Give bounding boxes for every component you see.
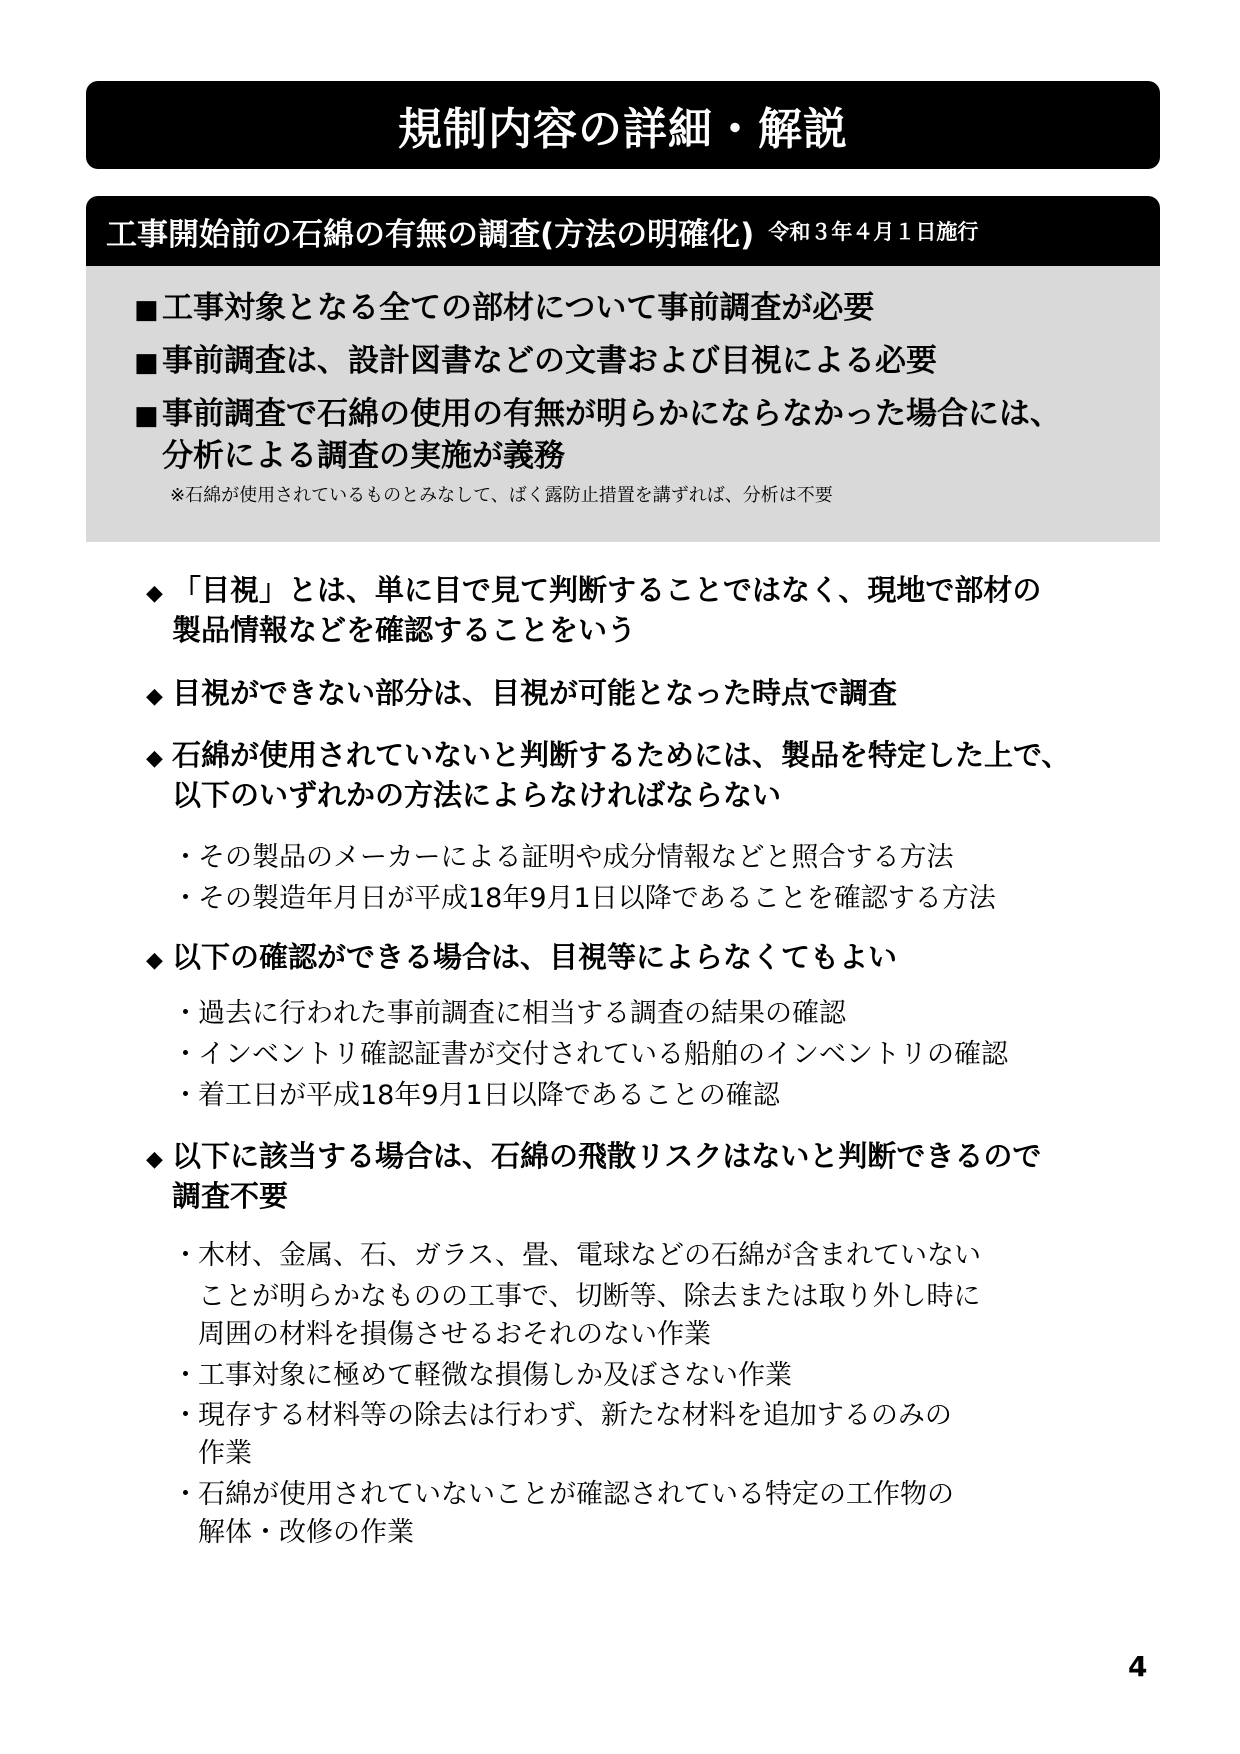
sub-item-continuation: 解体・改修の作業 bbox=[198, 1517, 414, 1548]
dot-bullet-icon: ・ bbox=[172, 1039, 199, 1070]
page-number: 4 bbox=[1128, 1650, 1148, 1683]
summary-item: ■ 事前調査は、設計図書などの文書および目視による必要 bbox=[134, 341, 937, 383]
point-item: ◆ 以下の確認ができる場合は、目視等によらなくてもよい bbox=[146, 937, 897, 981]
sub-item-continuation: 周囲の材料を損傷させるおそれのない作業 bbox=[198, 1319, 711, 1350]
summary-item-continuation: 分析による調査の実施が義務 bbox=[162, 438, 565, 474]
dot-bullet-icon: ・ bbox=[172, 883, 199, 914]
sub-item: ・現存する材料等の除去は行わず、新たな材料を追加するのみの bbox=[172, 1397, 952, 1435]
sub-item: ・過去に行われた事前調査に相当する調査の結果の確認 bbox=[172, 995, 846, 1033]
dot-bullet-icon: ・ bbox=[172, 1400, 199, 1431]
point-continuation: 以下のいずれかの方法によらなければならない bbox=[172, 778, 782, 812]
point-item: ◆ 目視ができない部分は、目視が可能となった時点で調査 bbox=[146, 673, 897, 717]
sub-item: ・工事対象に極めて軽微な損傷しか及ぼさない作業 bbox=[172, 1357, 792, 1395]
dot-bullet-icon: ・ bbox=[172, 1360, 199, 1391]
sub-item: ・インベントリ確認証書が交付されている船舶のインベントリの確認 bbox=[172, 1036, 1008, 1074]
sub-item: ・石綿が使用されていないことが確認されている特定の工作物の bbox=[172, 1476, 954, 1514]
page-title: 規制内容の詳細・解説 bbox=[398, 104, 848, 155]
sub-item-continuation: ことが明らかなものの工事で、切断等、除去または取り外し時に bbox=[198, 1281, 981, 1312]
point-item: ◆ 「目視」とは、単に目で見て判断することではなく、現地で部材の bbox=[146, 570, 1041, 614]
dot-bullet-icon: ・ bbox=[172, 1479, 199, 1510]
square-bullet-icon: ■ bbox=[134, 348, 159, 378]
point-continuation: 調査不要 bbox=[172, 1179, 289, 1213]
summary-item: ■ 工事対象となる全ての部材について事前調査が必要 bbox=[134, 288, 874, 330]
section-title: 工事開始前の石綿の有無の調査(方法の明確化) bbox=[106, 216, 755, 253]
summary-item: ■ 事前調査で石綿の使用の有無が明らかにならなかった場合には、 bbox=[134, 394, 1061, 436]
section-header bbox=[86, 196, 1160, 266]
sub-item: ・着工日が平成18年9月1日以降であることの確認 bbox=[172, 1077, 780, 1115]
dot-bullet-icon: ・ bbox=[172, 1240, 199, 1271]
sub-item: ・木材、金属、石、ガラス、畳、電球などの石綿が含まれていない bbox=[172, 1237, 981, 1275]
sub-item: ・その製造年月日が平成18年9月1日以降であることを確認する方法 bbox=[172, 880, 996, 918]
page-title-bar bbox=[86, 81, 1160, 169]
summary-note: ※石綿が使用されているものとみなして、ばく露防止措置を講ずれば、分析は不要 bbox=[170, 485, 833, 506]
point-continuation: 製品情報などを確認することをいう bbox=[172, 613, 637, 647]
sub-item-continuation: 作業 bbox=[198, 1438, 252, 1469]
diamond-bullet-icon: ◆ bbox=[146, 1147, 163, 1172]
diamond-bullet-icon: ◆ bbox=[146, 581, 163, 606]
diamond-bullet-icon: ◆ bbox=[146, 746, 163, 771]
point-item: ◆ 以下に該当する場合は、石綿の飛散リスクはないと判断できるので bbox=[146, 1136, 1041, 1180]
point-item: ◆ 石綿が使用されていないと判断するためには、製品を特定した上で、 bbox=[146, 735, 1070, 779]
square-bullet-icon: ■ bbox=[134, 295, 159, 325]
section-date: 令和３年４月１日施行 bbox=[768, 220, 979, 244]
dot-bullet-icon: ・ bbox=[172, 998, 199, 1029]
dot-bullet-icon: ・ bbox=[172, 842, 199, 873]
summary-box bbox=[86, 266, 1160, 542]
sub-item: ・その製品のメーカーによる証明や成分情報などと照合する方法 bbox=[172, 839, 953, 877]
dot-bullet-icon: ・ bbox=[172, 1080, 199, 1111]
square-bullet-icon: ■ bbox=[134, 401, 159, 431]
diamond-bullet-icon: ◆ bbox=[146, 948, 163, 973]
diamond-bullet-icon: ◆ bbox=[146, 684, 163, 709]
